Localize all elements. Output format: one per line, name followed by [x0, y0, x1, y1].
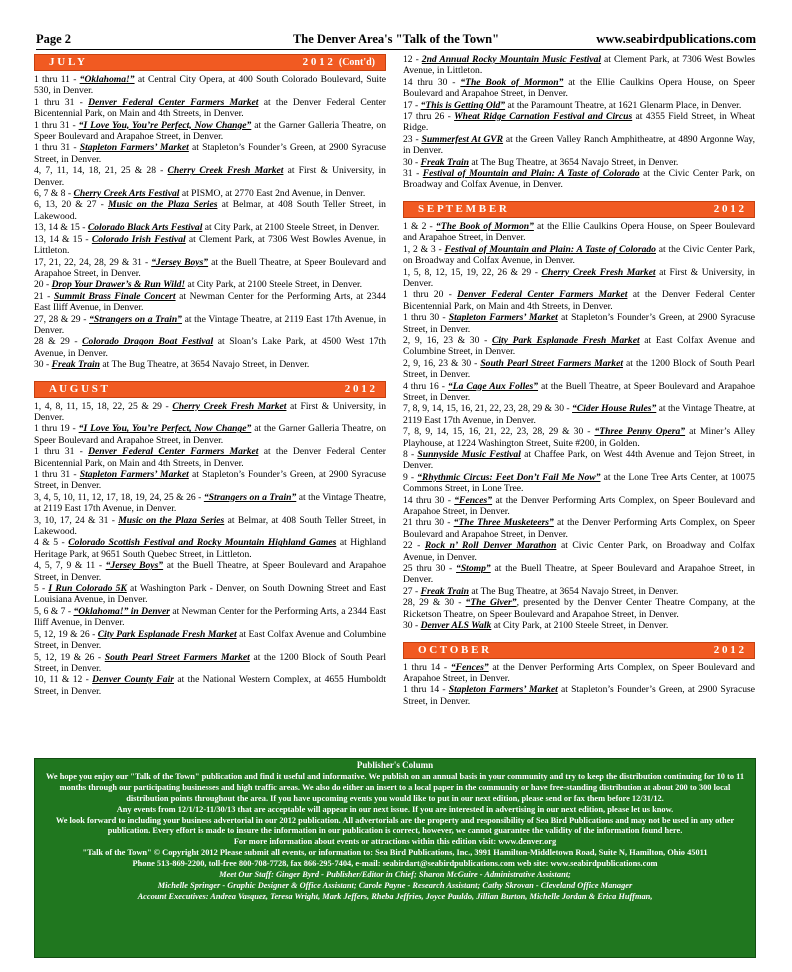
event-dates: 1 & 2 - — [403, 220, 436, 232]
publishers-column — [34, 758, 756, 958]
event-name[interactable]: “I Love You, You’re Perfect, Now Change” — [78, 423, 252, 435]
event-name[interactable]: South Pearl Street Farmers Market — [104, 651, 250, 663]
event-dates: 30 - — [403, 156, 421, 168]
event-entry — [34, 120, 386, 143]
event-details: at Civic Center Park, on Broadway and Colfax Avenue, in Denver. — [403, 540, 755, 563]
year-label: 2 0 1 2 — [344, 382, 375, 395]
event-details: at the 1200 Block of South Pearl Street, in Denver. — [34, 651, 386, 674]
event-details: at the Buell Theatre, at Speer Boulevard and Arapahoe Street, in Denver. — [34, 256, 387, 279]
event-details: at the Lone Tree Arts Center, at 10075 Commons Street, in Lone Tree. — [403, 471, 756, 495]
event-details: at 4355 Field Street, in Wheat Ridge. — [403, 111, 755, 134]
event-name[interactable]: Freak Train — [420, 585, 470, 597]
event-dates: 1, 4, 8, 11, 15, 18, 22, 25 & 29 - — [34, 400, 173, 412]
event-entry — [34, 74, 386, 97]
event-details: at the Garner Galleria Theatre, on Speer Boulevard and Arapahoe Street, in Denver. — [34, 423, 386, 446]
event-dates: 5, 12, 19 & 26 - — [34, 651, 105, 663]
event-details: at the 1200 Block of South Pearl Street, in Denver. — [403, 357, 755, 381]
month-name: S E P T E M B E R — [418, 202, 507, 215]
event-entry — [403, 267, 755, 290]
event-entry — [403, 244, 755, 267]
event-name[interactable]: “La Cage Aux Folles” — [447, 380, 539, 392]
event-dates: 5, 6 & 7 - — [34, 605, 74, 617]
event-details: at the Buell Theatre, at Speer Boulevard and Arapahoe Street, in Denver. — [34, 560, 387, 583]
event-entry — [34, 423, 386, 446]
year-label: 2 0 1 2 — [713, 643, 744, 656]
event-name[interactable]: Denver Federal Center Farmers Market — [88, 446, 259, 458]
event-details: at the Denver Performing Arts Complex, on Speer Boulevard and Arapahoe Street, in Denver. — [403, 494, 755, 518]
month-name: A U G U S T — [49, 382, 108, 395]
event-details: at First & University, in Denver. — [403, 266, 755, 289]
event-details: at the Denver Federal Center Bicentennial Park, on Main and 4th Streets, in Denver. — [403, 289, 755, 312]
event-entry — [403, 662, 755, 685]
event-entry — [34, 401, 386, 424]
event-dates: 27, 28 & 29 - — [34, 313, 90, 325]
event-dates: 5 - — [34, 583, 49, 595]
event-entry — [34, 469, 386, 492]
event-entry — [403, 495, 755, 518]
event-name[interactable]: Cherry Creek Arts Festival — [73, 188, 180, 200]
event-name[interactable]: Rock n’ Roll Denver Marathon — [424, 540, 557, 552]
event-details: at the Civic Center Park, on Broadway and Colfax Avenue, in Denver. — [403, 243, 755, 267]
event-entry — [403, 221, 755, 244]
event-details: at Central City Opera, at 400 South Colorado Boulevard, Suite 530, in Denver. — [34, 74, 386, 97]
event-details: at Clement Park, at 7306 West Bowles Avenue, in Littleton. — [34, 233, 386, 257]
publisher-paragraph: For more information about events or attractions within this edition visit: www.denver.org — [233, 837, 557, 847]
event-entry — [34, 336, 386, 359]
event-details: at City Park, at 2100 Steele Street, in Denver. — [491, 620, 669, 632]
event-details: at the Vintage Theatre, at 2119 East 17th Avenue, in Denver. — [403, 403, 755, 426]
event-details: at the Paramount Theatre, at 1621 Glenarm Place, in Denver. — [505, 99, 742, 111]
event-name[interactable]: Drop Your Drawer’s & Run Wild! — [51, 279, 186, 291]
event-dates: 21 - — [34, 290, 54, 302]
event-dates: 8 - — [403, 449, 418, 460]
event-entry — [403, 54, 755, 77]
event-entry — [403, 426, 755, 449]
event-dates: 10, 11 & 12 - — [34, 674, 93, 686]
event-dates: 2, 9, 16, 23 & 30 - — [403, 357, 481, 369]
section-gap — [34, 371, 386, 381]
event-name[interactable]: Freak Train — [420, 156, 470, 168]
event-details: at PISMO, at 2770 East 2nd Avenue, in Denver. — [179, 188, 366, 200]
website-link[interactable]: www.seabirdpublications.com — [596, 32, 756, 46]
event-name[interactable]: Summerfest At GVR — [421, 133, 504, 145]
event-entry — [403, 449, 755, 472]
event-dates: 1 thru 11 - — [34, 74, 80, 85]
event-entry — [403, 157, 755, 168]
event-name[interactable]: Music on the Plaza Series — [108, 199, 218, 211]
event-details: at Clement Park, at 7306 West Bowles Avenue, in Littleton. — [403, 54, 756, 77]
event-entry — [34, 165, 386, 188]
event-name[interactable]: “Fences” — [454, 494, 493, 506]
event-dates: 30 - — [34, 359, 52, 371]
event-name[interactable]: “Strangers on a Train” — [203, 491, 297, 503]
event-dates: 21 thru 30 - — [403, 517, 454, 529]
event-name[interactable]: “The Three Musketeers” — [453, 517, 554, 529]
event-dates: 4, 7, 11, 14, 18, 21, 25 & 28 - — [34, 165, 168, 177]
event-entry — [403, 472, 755, 495]
event-dates: 4, 5, 7, 9 & 11 - — [34, 560, 106, 572]
event-entry — [34, 629, 386, 652]
month-year — [303, 56, 375, 68]
staff-line: Account Executives: Andrea Vasquez, Teresa Wright, Mark Jeffers, Rheba Jeffries, Joyce Pauldo, Jillian Burton, Michelle Jordan & Erica Huffman, — [137, 891, 653, 901]
event-details: at the Denver Federal Center Bicentennial Park, on Main and 4th Streets, in Denver. — [34, 446, 386, 469]
event-name[interactable]: Cherry Creek Fresh Market — [541, 266, 656, 278]
event-dates: 28, 29 & 30 - — [403, 597, 466, 609]
event-name[interactable]: “Oklahoma!” — [79, 74, 135, 85]
event-details: at the Denver Performing Arts Complex, on Speer Boulevard and Arapahoe Street, in Denver. — [403, 661, 755, 684]
month-name: J U L Y — [49, 56, 85, 68]
event-details: at Sloan’s Lake Park, at 4500 West 17th Avenue, in Denver. — [34, 336, 386, 359]
event-entry — [34, 537, 386, 560]
section-gap — [403, 191, 755, 201]
event-name[interactable]: “Fences” — [450, 661, 489, 673]
event-details: at the Green Valley Ranch Amphitheatre, at 4890 Argonne Way, in Denver. — [403, 133, 755, 157]
event-entry — [34, 446, 386, 469]
event-details: at First & University, in Denver. — [34, 165, 386, 188]
publisher-paragraph: Any events from 12/1/12-11/30/13 that are acceptable will appear in our next issue. If you are interested in advertising in our next edition, please let us know. — [116, 804, 674, 814]
event-dates: 1, 2 & 3 - — [403, 243, 445, 255]
event-entry — [34, 142, 386, 165]
event-name[interactable]: 2nd Annual Rocky Mountain Music Festival — [421, 54, 602, 65]
event-dates: 13, 14 & 15 - — [34, 222, 88, 234]
event-name[interactable]: Colorado Scottish Festival and Rocky Mountain Highland Games — [68, 537, 337, 549]
event-name[interactable]: “The Giver” — [465, 597, 517, 609]
publication-title: The Denver Area's "Talk of the Town" — [292, 32, 500, 46]
event-entry — [403, 134, 755, 157]
event-entry — [403, 517, 755, 540]
left-column — [34, 54, 386, 697]
page-header — [36, 31, 756, 50]
event-entry — [403, 586, 755, 597]
event-entry — [34, 97, 386, 120]
event-name[interactable]: “Rhythmic Circus: Feet Don’t Fail Me Now” — [417, 471, 601, 483]
event-dates: 27 - — [403, 585, 421, 597]
event-details: at Belmar, at 408 South Teller Street, in Lakewood. — [34, 514, 386, 538]
event-details: at City Park, at 2100 Steele Street, in Denver. — [185, 279, 363, 291]
event-details: at the Denver Performing Arts Complex, on Speer Boulevard and Arapahoe Street, in Denver. — [403, 517, 756, 540]
event-entry — [34, 359, 386, 370]
event-dates: 4 thru 16 - — [403, 380, 448, 392]
event-dates: 1 thru 30 - — [403, 312, 449, 324]
event-details: at the Buell Theatre, at Speer Boulevard and Arapahoe Street, in Denver. — [403, 380, 756, 403]
event-dates: 7, 8, 9, 14, 15, 16, 21, 22, 23, 28, 29 & 30 - — [403, 426, 595, 438]
event-name[interactable]: Stapleton Farmers’ Market — [79, 142, 189, 154]
month-header — [34, 54, 386, 71]
event-entry — [34, 652, 386, 675]
event-name[interactable]: Colorado Black Arts Festival — [87, 222, 203, 234]
event-name[interactable]: Festival of Mountain and Plain: A Taste of Colorado — [444, 243, 656, 255]
event-details: at First & University, in Denver. — [34, 400, 387, 423]
event-entry — [403, 77, 755, 100]
event-name[interactable]: South Pearl Street Farmers Market — [480, 357, 624, 369]
event-details: at the Garner Galleria Theatre, on Speer Boulevard and Arapahoe Street, in Denver. — [34, 119, 386, 143]
event-details: , presented by the Denver Center Theatre Company, at the Ricketson Theatre, on Speer Boulevard and Arapahoe Street, in Denver. — [403, 597, 755, 620]
event-details: at Newman Center for the Performing Arts, a 2344 East Iliff Avenue, in Denver. — [34, 605, 387, 629]
publisher-paragraph: We look forward to including your business advertorial in our 2012 publication. All advertorials are the property and responsibility of Sea Bird Publications and may not be used in any other publication. Every effort is made to insure the information in our publication is correct, however, we cannot guarantee the validity of the information found here. — [55, 815, 735, 836]
event-name[interactable]: “The Book of Mormon” — [435, 220, 534, 232]
event-details: at the Civic Center Park, on Broadway and Colfax Avenue, in Denver. — [403, 168, 755, 191]
page-number: Page 2 — [36, 32, 72, 46]
staff-line: Michelle Springer - Graphic Designer & Office Assistant; Carole Payne - Research Assistant; Cathy Skrovan - Cleveland Office Manager — [157, 880, 633, 890]
month-year — [345, 383, 375, 395]
event-name[interactable]: “Cider House Rules” — [572, 403, 657, 415]
event-entry — [403, 620, 755, 631]
event-dates: 20 - — [34, 279, 52, 291]
event-name[interactable]: Sunnyside Music Festival — [417, 449, 521, 460]
event-dates: 30 - — [403, 620, 421, 632]
event-entry — [34, 257, 386, 280]
event-dates: 1 thru 14 - — [403, 661, 451, 673]
event-entry — [34, 188, 386, 199]
event-details: at the Vintage Theatre, at 2119 East 17th Avenue, in Denver. — [34, 491, 386, 515]
event-details: at The Bug Theatre, at 3654 Navajo Street, in Denver. — [100, 359, 310, 371]
event-entry — [403, 684, 755, 707]
event-details: at the Buell Theatre, at Speer Boulevard and Arapahoe Street, in Denver. — [403, 563, 755, 586]
event-entry — [403, 403, 755, 426]
event-entry — [403, 381, 755, 404]
event-name[interactable]: Colorado Irish Festival — [91, 233, 186, 245]
event-name[interactable]: Stapleton Farmers’ Market — [79, 469, 189, 480]
event-dates: 12 - — [403, 54, 422, 65]
event-entry — [34, 279, 386, 290]
event-name[interactable]: Denver Federal Center Farmers Market — [457, 289, 628, 301]
event-name[interactable]: “Jersey Boys” — [105, 560, 164, 572]
year-label: 2 0 1 2 — [713, 202, 744, 215]
event-entry — [34, 492, 386, 515]
event-name[interactable]: Denver ALS Walk — [420, 620, 492, 632]
event-details: at the National Western Complex, at 4655 Humboldt Street, in Denver. — [34, 674, 386, 697]
event-details: at the Vintage Theatre, at 2119 East 17th Avenue, in Denver. — [34, 313, 386, 336]
event-entry — [34, 234, 386, 257]
event-details: at the Ellie Caulkins Opera House, on Speer Boulevard and Arapahoe Street, in Denver. — [403, 220, 755, 244]
event-name[interactable]: “Stomp” — [456, 563, 491, 575]
event-name[interactable]: Freak Train — [51, 359, 101, 371]
event-dates: 28 & 29 - — [34, 336, 83, 348]
event-dates: 1 thru 31 - — [34, 469, 80, 480]
event-dates: 1 thru 14 - — [403, 684, 449, 696]
event-dates: 22 - — [403, 540, 425, 552]
event-dates: 5, 12, 19 & 26 - — [34, 628, 98, 640]
event-details: at the Ellie Caulkins Opera House, on Speer Boulevard and Arapahoe Street, in Denver. — [403, 76, 755, 100]
event-details: at Miner’s Alley Playhouse, at 1224 Washington Street, Suite #200, in Golden. — [403, 426, 756, 449]
event-details: at Washington Park - Denver, on South Downing Street and East Louisiana Avenue, in Denver. — [34, 583, 386, 606]
event-dates: 1 thru 31 - — [34, 119, 79, 131]
event-entry — [403, 168, 755, 191]
event-entry — [403, 563, 755, 586]
event-dates: 2, 9, 16, 23 & 30 - — [403, 334, 492, 346]
event-details: at Stapleton’s Founder’s Green, at 2900 Syracuse Street, in Denver. — [34, 142, 386, 165]
event-entry — [34, 222, 386, 233]
event-entry — [34, 560, 386, 583]
event-entry — [34, 606, 386, 629]
event-dates: 9 - — [403, 471, 418, 483]
month-header — [403, 642, 755, 659]
event-name[interactable]: Music on the Plaza Series — [118, 514, 225, 526]
event-entry — [403, 597, 755, 620]
event-name[interactable]: I Run Colorado 5K — [48, 583, 127, 595]
event-name[interactable]: Festival of Mountain and Plain: A Taste of Colorado — [422, 168, 640, 180]
event-dates: 4 & 5 - — [34, 537, 69, 549]
event-dates: 6, 7 & 8 - — [34, 188, 74, 200]
event-name[interactable]: “I Love You, You’re Perfect, Now Change” — [78, 119, 252, 131]
event-entry — [34, 314, 386, 337]
event-entry — [403, 111, 755, 134]
publisher-contact: Phone 513-869-2200, toll-free 800-708-7728, fax 866-295-7404, e-mail: seabirdart@seabirdpublications.com web site: www.seabirdpublications.com — [132, 859, 658, 869]
event-entry — [403, 335, 755, 358]
event-entry — [403, 312, 755, 335]
month-header — [403, 201, 755, 218]
event-name[interactable]: Cherry Creek Fresh Market — [167, 165, 284, 177]
event-name[interactable]: “Jersey Boys” — [151, 256, 209, 268]
event-details: at Newman Center for the Performing Arts, at 2344 East Iliff Avenue, in Denver. — [34, 290, 386, 314]
event-name[interactable]: “Strangers on a Train” — [89, 313, 182, 325]
event-entry — [403, 358, 755, 381]
event-dates: 17 thru 26 - — [403, 111, 455, 123]
event-name[interactable]: Stapleton Farmers’ Market — [448, 684, 558, 696]
event-details: at Belmar, at 408 South Teller Street, in Lakewood. — [34, 199, 386, 222]
event-dates: 7, 8, 9, 14, 15, 16, 21, 22, 23, 28, 29 & 30 - — [403, 403, 573, 415]
month-year — [714, 203, 744, 215]
event-entry — [34, 583, 386, 606]
event-dates: 1, 5, 8, 12, 15, 19, 22, 26 & 29 - — [403, 266, 542, 278]
event-dates: 1 thru 31 - — [34, 446, 89, 458]
event-name[interactable]: “Oklahoma!” in Denver — [73, 605, 170, 617]
event-entry — [403, 289, 755, 312]
event-dates: 1 thru 31 - — [34, 142, 80, 154]
event-entry — [34, 199, 386, 222]
continued-label: (Cont'd) — [338, 57, 375, 68]
staff-line: Meet Our Staff: Ginger Byrd - Publisher/Editor in Chief; Sharon McGuire - Administrative Assistant; — [219, 870, 571, 880]
event-details: at Highland Heritage Park, at 9651 South Quebec Street, in Littleton. — [34, 537, 386, 560]
event-dates: 1 thru 31 - — [34, 96, 89, 108]
event-dates: 13, 14 & 15 - — [34, 233, 92, 245]
event-details: at Stapleton’s Founder’s Green, at 2900 Syracuse Street, in Denver. — [34, 469, 386, 492]
publishers-column-title: Publisher's Column — [356, 760, 434, 770]
event-entry — [34, 674, 386, 697]
event-dates: 23 - — [403, 133, 422, 145]
event-name[interactable]: Stapleton Farmers’ Market — [448, 312, 558, 324]
event-details: at the Denver Federal Center Bicentennial Park, on Main and 4th Streets, in Denver. — [34, 96, 386, 120]
event-details: at The Bug Theatre, at 3654 Navajo Street, in Denver. — [469, 156, 679, 168]
section-gap — [403, 632, 755, 642]
event-details: at Stapleton’s Founder’s Green, at 2900 Syracuse Street, in Denver. — [403, 684, 755, 707]
publisher-paragraph: We hope you enjoy our "Talk of the Town" publication and find it useful and informative. We publish on an annual basis in your community and try to keep the distribution continuing for 10 to 11 months through our participating businesses and high traffic areas. We also do either an insert to a local paper in the community or have free-standing distribution at about 200 to 300 local distribution points throughout the area. If you have upcoming events you would like to put in our next edition, please send or fax them before 12/31/12. — [45, 771, 745, 803]
event-dates: 3, 4, 5, 10, 11, 12, 17, 18, 19, 24, 25 & 26 - — [34, 491, 204, 503]
event-name[interactable]: Wheat Ridge Carnation Festival and Circus — [454, 111, 633, 123]
event-dates: 6, 13, 20 & 27 - — [34, 199, 109, 211]
event-name[interactable]: City Park Esplanade Fresh Market — [491, 334, 640, 346]
event-dates: 31 - — [403, 168, 423, 180]
event-name[interactable]: “The Book of Mormon” — [460, 76, 564, 88]
event-dates: 14 thru 30 - — [403, 494, 455, 506]
event-details: at Stapleton’s Founder’s Green, at 2900 Syracuse Street, in Denver. — [403, 312, 755, 335]
event-entry — [403, 540, 755, 563]
event-name[interactable]: Colorado Dragon Boat Festival — [82, 336, 214, 348]
event-details: at The Bug Theatre, at 3654 Navajo Street, in Denver. — [469, 585, 679, 597]
event-dates: 1 thru 20 - — [403, 289, 458, 301]
publisher-contact: "Talk of the Town" © Copyright 2012 Please submit all events, or information to: Sea Bird Publications, Inc., 3991 Hamilton-Middletown Road, Suite N, Hamilton, Ohio 45011 — [82, 848, 708, 858]
event-entry — [34, 515, 386, 538]
event-dates: 1 thru 19 - — [34, 423, 79, 435]
month-header — [34, 381, 386, 398]
event-dates: 17 - — [403, 99, 421, 111]
month-name: O C T O B E R — [418, 643, 490, 656]
event-dates: 3, 10, 17, 24 & 31 - — [34, 514, 119, 526]
event-details: at East Colfax Avenue and Columbine Street, in Denver. — [34, 628, 386, 652]
event-name[interactable]: “Three Penny Opera” — [594, 426, 686, 438]
event-details: at City Park, at 2100 Steele Street, in Denver. — [202, 222, 380, 234]
year-label: 2 0 1 2 — [302, 56, 333, 68]
event-name[interactable]: Denver County Fair — [92, 674, 175, 686]
event-details: at East Colfax Avenue and Columbine Street, in Denver. — [403, 334, 755, 358]
right-column — [403, 54, 755, 707]
event-name[interactable]: Summit Brass Finale Concert — [53, 290, 176, 302]
event-name[interactable]: Denver Federal Center Farmers Market — [88, 96, 259, 108]
event-entry — [34, 291, 386, 314]
event-dates: 17, 21, 22, 24, 28, 29 & 31 - — [34, 256, 152, 268]
event-dates: 14 thru 30 - — [403, 76, 461, 88]
month-year — [714, 644, 744, 656]
event-name[interactable]: City Park Esplanade Fresh Market — [97, 628, 237, 640]
event-entry — [403, 100, 755, 111]
event-name[interactable]: “This is Getting Old” — [420, 99, 506, 111]
event-dates: 25 thru 30 - — [403, 563, 457, 575]
event-name[interactable]: Cherry Creek Fresh Market — [172, 400, 287, 412]
event-details: at Chaffee Park, on West 44th Avenue and Tejon Street, in Denver. — [403, 449, 755, 472]
